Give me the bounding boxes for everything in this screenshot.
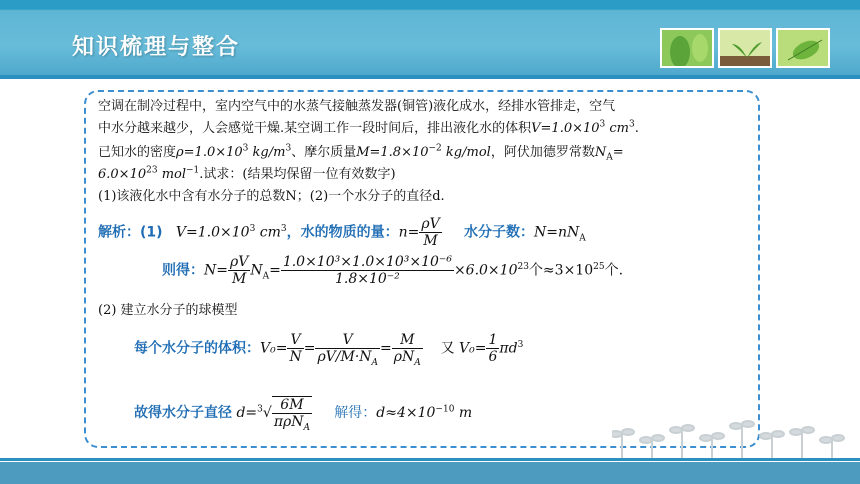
problem-line-2: 中水分越来越少，人会感觉干燥.某空调工作一段时间后，排出液化水的体积$V=1.0\times 10^3$ $cm^3$. [98,119,639,136]
plant-photo-1 [660,28,714,68]
problem-line-5: (1)该液化水中含有水分子的总数N；(2)一个水分子的直径d. [98,189,445,204]
solution-part-2: (2) 建立水分子的球模型 [98,303,238,318]
problem-line-1: 空调在制冷过程中，室内空气中的水蒸气接触蒸发器(铜管)液化成水，经排水管排走，空气 [98,99,616,114]
header-divider [0,75,860,79]
solution-diameter-line: 故得水分子直径 d=$^3$√ $\frac{6M}{\pi\rho N_A}$ 解得：$d\approx 4\times 10^{-10}$ m [134,397,473,433]
footer-divider [0,458,860,461]
problem-line-4: $6.0\times 10^{23}$ mol$^{-1}$.试求：(结果均保留一位有效数字) [98,165,396,182]
problem-line-3: 已知水的密度$\rho=1.0\times 10^3$ $kg/m^3$、摩尔质量$M=1.8\times 10^{-2}$ kg/mol，阿伏加德罗常数$N_A=$ [98,143,624,163]
slide-title: 知识梳理与整合 [72,35,241,60]
plant-photo-3 [776,28,830,68]
solution-line-2: 则得：N= $\frac{\rho V}{M}$ $N_A=$ $\frac{\text{1.0×10³×1.0×10³×10⁻⁶}}{\text{1.8×10⁻²}}$ $\times 6.0\times 10^{23}$个$\approx 3\times 10^{25}$个. [162,254,624,287]
plant-photo-2 [718,28,772,68]
solution-line-1: 解析：(1) $V=1.0\times 10^3$ $cm^3$，水的物质的量：n= $\frac{\rho V}{M}$ 水分子数：$N=nN_A$ [98,216,586,249]
decorative-sprouts [612,420,852,462]
footer-bar [0,462,860,484]
solution-volume-line: 每个水分子的体积：V₀= $\frac{V}{N}$ = $\frac{V}{\rho V/M\cdot N_A}$ = $\frac{M}{\rho N_A}$ 又 V₀= $\frac{1}{6}$ $\pi d^3$ [134,332,524,368]
